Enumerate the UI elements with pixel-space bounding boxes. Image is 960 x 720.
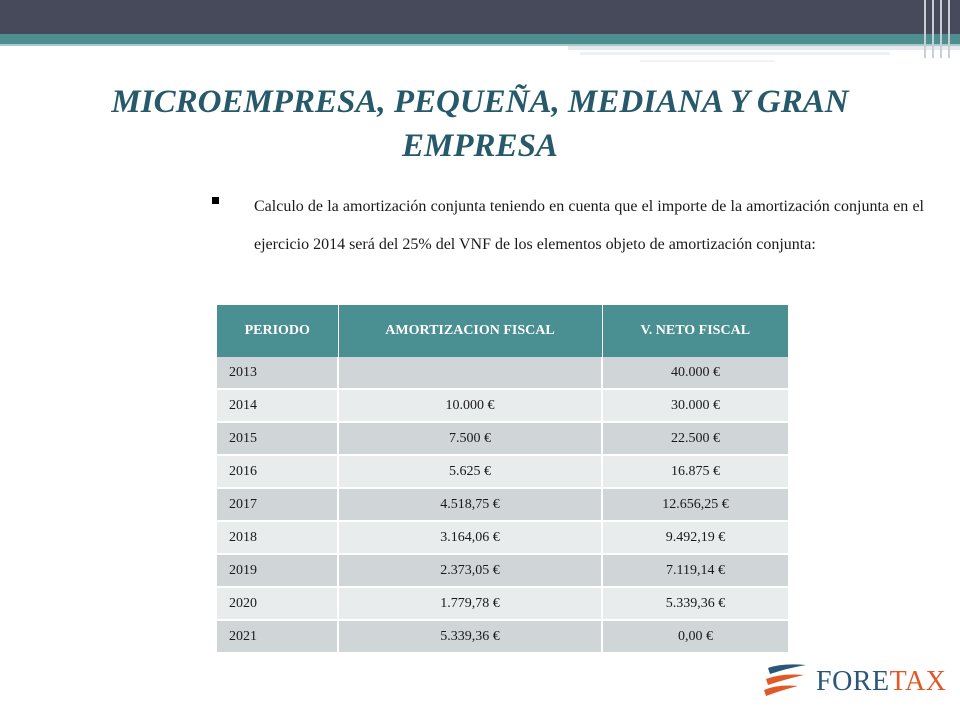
table-row [217,554,788,587]
cell-valor-neto: 12.656,25 € [602,488,788,521]
logo-text-tax: TAX [889,666,947,697]
cell-valor-neto: 22.500 € [602,422,788,455]
header-periodo: PERIODO [217,305,338,357]
cell-valor-neto: 0,00 € [602,620,788,653]
cell-amortizacion: 5.625 € [338,455,602,488]
table-header-row [217,305,788,357]
cell-periodo: 2016 [217,455,338,488]
header-valor-neto-fiscal: V. NETO FISCAL [602,305,788,357]
bullet-paragraph [212,188,924,264]
cell-amortizacion: 10.000 € [338,389,602,422]
cell-valor-neto: 9.492,19 € [602,521,788,554]
foretax-logo [762,660,952,702]
foretax-wordmark [816,666,946,698]
table-row [217,389,788,422]
cell-periodo: 2015 [217,422,338,455]
cell-periodo: 2021 [217,620,338,653]
corner-stripes [920,0,960,58]
cell-amortizacion: 4.518,75 € [338,488,602,521]
cell-amortizacion: 7.500 € [338,422,602,455]
table-row [217,587,788,620]
cell-periodo: 2013 [217,357,338,389]
cell-periodo: 2014 [217,389,338,422]
header-amortizacion-fiscal: AMORTIZACION FISCAL [338,305,602,357]
table-row [217,357,788,389]
top-decorative-bar [0,0,960,34]
cell-periodo: 2018 [217,521,338,554]
cell-periodo: 2017 [217,488,338,521]
cell-valor-neto: 30.000 € [602,389,788,422]
cell-amortizacion: 2.373,05 € [338,554,602,587]
cell-valor-neto: 7.119,14 € [602,554,788,587]
foretax-logo-icon [762,662,810,700]
cell-amortizacion: 3.164,06 € [338,521,602,554]
table-row [217,488,788,521]
decorative-strip [568,46,960,50]
cell-periodo: 2019 [217,554,338,587]
amortization-table [217,305,788,654]
table-row [217,521,788,554]
square-bullet-icon [212,197,219,204]
cell-valor-neto: 40.000 € [602,357,788,389]
decorative-strip [640,60,775,62]
cell-amortizacion [338,357,602,389]
logo-text-fore: FORE [816,666,890,697]
table-row [217,455,788,488]
cell-valor-neto: 5.339,36 € [602,587,788,620]
cell-periodo: 2020 [217,587,338,620]
bullet-text: Calculo de la amortización conjunta teniendo en cuenta que el importe de la amortización conjunta en el ejercicio 2014 será del 25% del VNF de los elementos objeto de amortización conjunta: [254,198,924,253]
cell-amortizacion: 5.339,36 € [338,620,602,653]
cell-amortizacion: 1.779,78 € [338,587,602,620]
table-row [217,620,788,653]
table-row [217,422,788,455]
decorative-strip [580,52,890,55]
slide-title: MICROEMPRESA, PEQUEÑA, MEDIANA Y GRAN EMPRESA [111,84,849,164]
cell-valor-neto: 16.875 € [602,455,788,488]
